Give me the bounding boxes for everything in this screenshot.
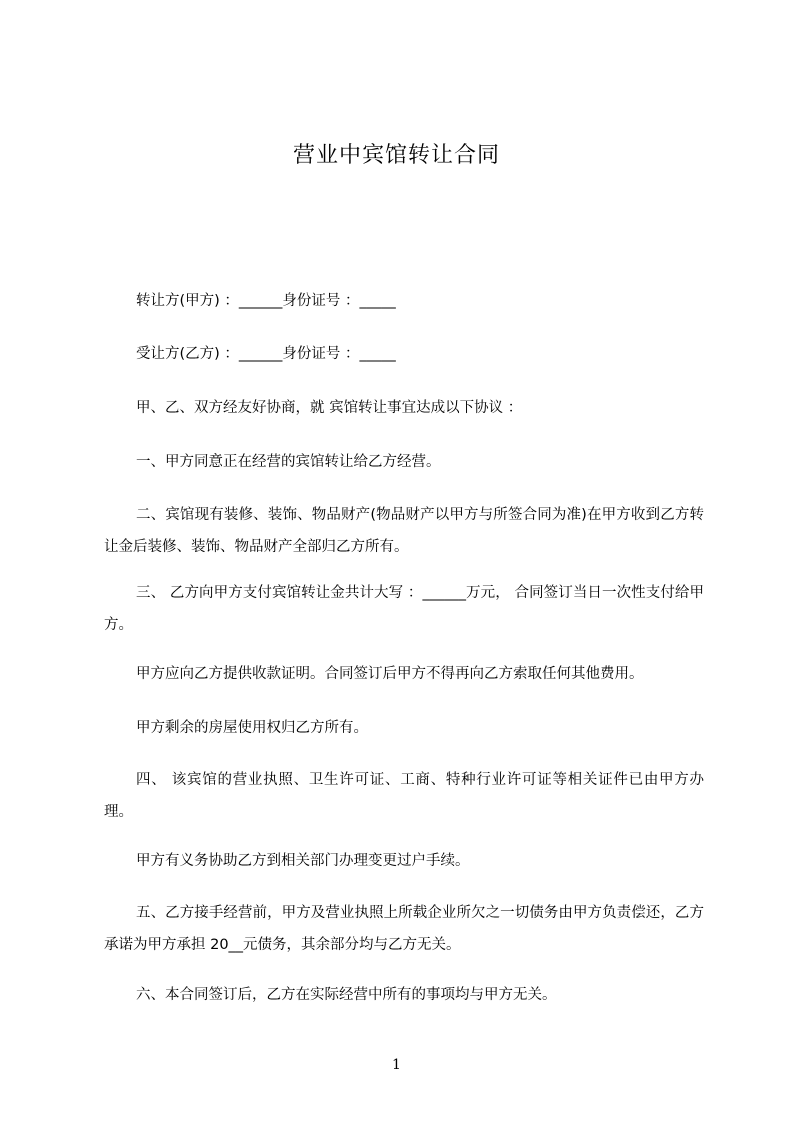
clause-3-note-b: 甲方剩余的房屋使用权归乙方所有。 (136, 720, 368, 736)
clause-2: 二、宾馆现有装修、装饰、物品财产(物品财产以甲方与所签合同为准)在甲方收到乙方转让金后装修、装饰、物品财产全部归乙方所有。 (104, 507, 704, 555)
page-number: 1 (392, 1057, 401, 1073)
clause-1: 一、甲方同意正在经营的宾馆转让给乙方经营。 (136, 454, 441, 470)
transferee-line: 受让方(乙方) ：______身份证号 ：_____ (136, 346, 396, 362)
clause-3: 三、 乙方向甲方支付宾馆转让金共计大写 ：______万元， 合同签订当日一次性支付给甲方。 (104, 585, 704, 633)
intro-paragraph: 甲、乙、双方经友好协商，就 宾馆转让事宜达成以下协议 ： (136, 400, 523, 416)
document-title: 营业中宾馆转让合同 (292, 143, 500, 168)
clause-5: 五、乙方接手经营前，甲方及营业执照上所载企业所欠之一切债务由甲方负责偿还，乙方承诺为甲方承担 20__元债务，其余部分均与乙方无关。 (104, 905, 704, 953)
clause-4: 四、 该宾馆的营业执照、卫生许可证、工商、特种行业许可证等相关证件已由甲方办理。 (104, 772, 704, 820)
clause-6: 六、本合同签订后，乙方在实际经营中所有的事项均与甲方无关。 (136, 987, 557, 1003)
clause-3-note-a: 甲方应向乙方提供收款证明。合同签订后甲方不得再向乙方索取任何其他费用。 (136, 666, 644, 682)
clause-4-note: 甲方有义务协助乙方到相关部门办理变更过户手续。 (136, 853, 470, 869)
transferor-line: 转让方(甲方) ：______身份证号 ：_____ (136, 293, 396, 309)
